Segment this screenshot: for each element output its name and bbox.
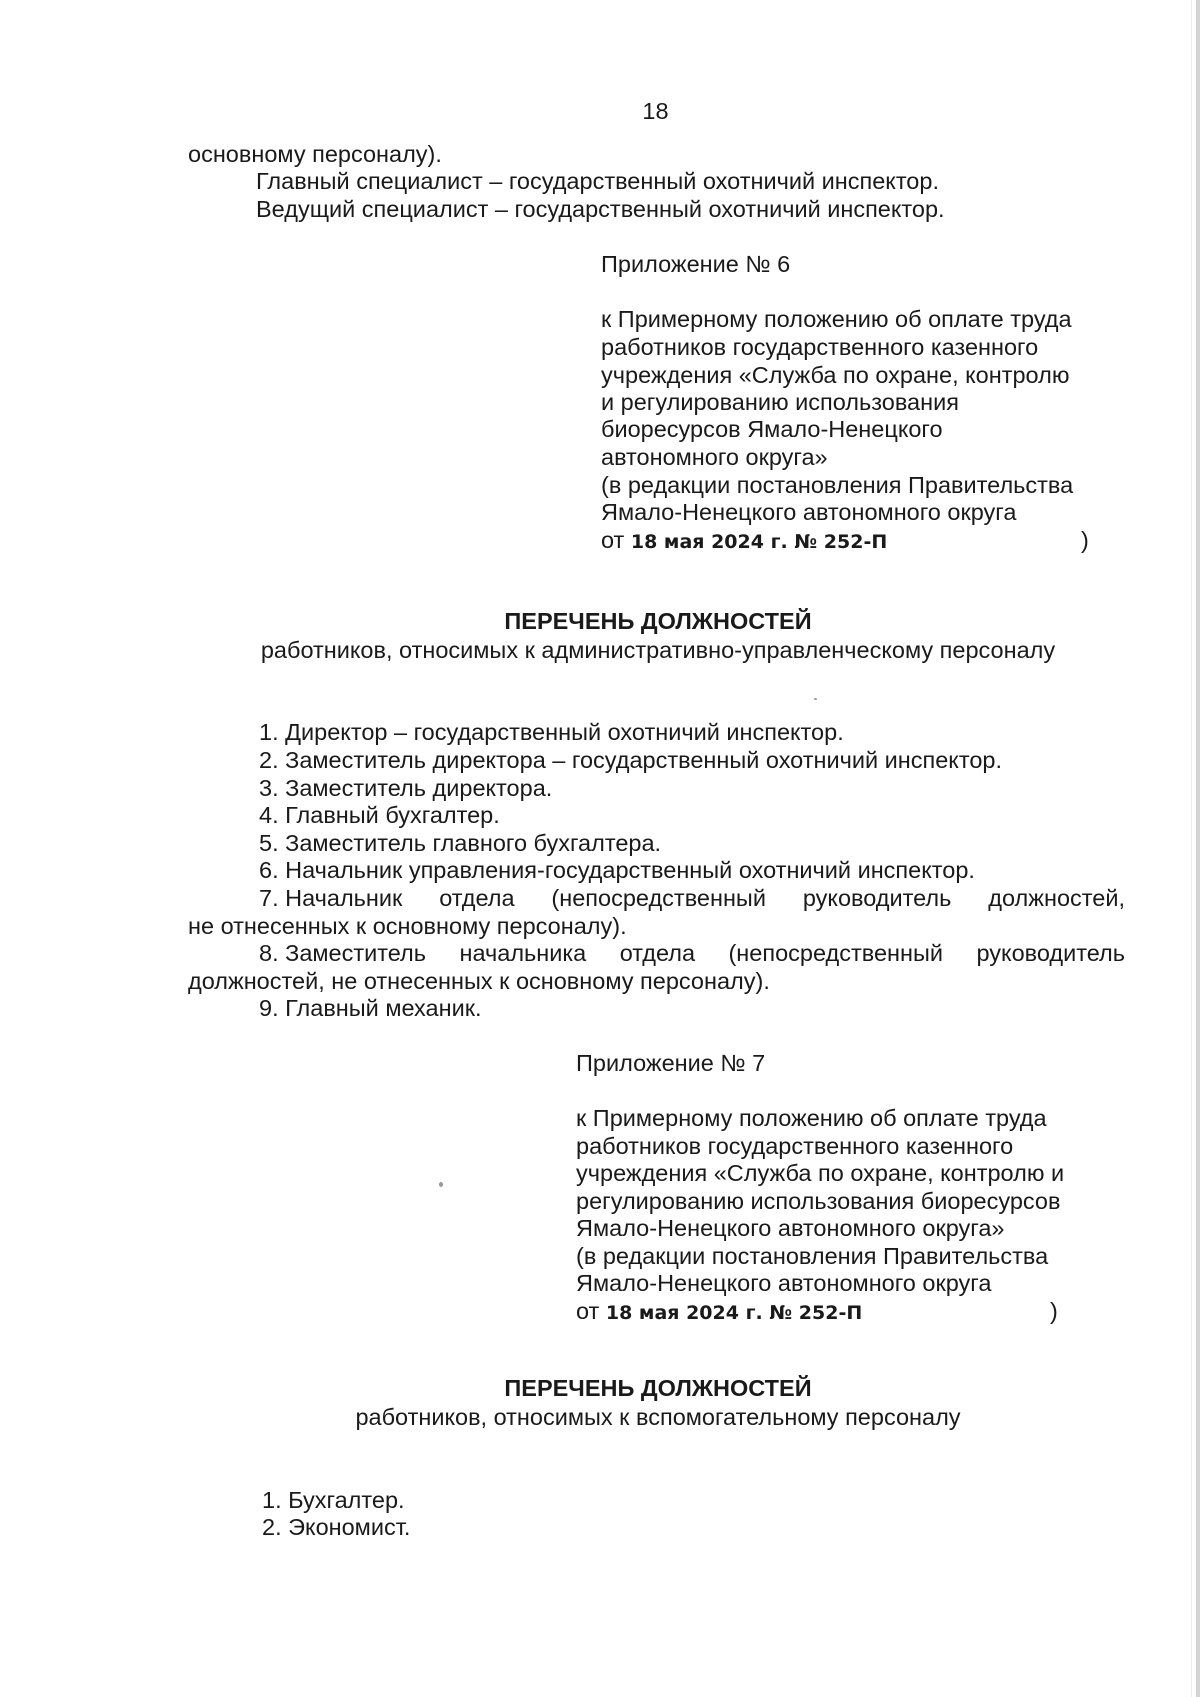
list-item: 2. Заместитель директора – государственный охотничий инспектор.: [259, 747, 1002, 773]
list-subtitle: работников, относимых к вспомогательному персоналу: [355, 1404, 961, 1430]
list-item: 6. Начальник управления-государственный охотничий инспектор.: [259, 857, 975, 883]
page-number: 18: [642, 98, 669, 124]
item-word: начальника: [459, 940, 587, 966]
appendix-line: к Примерному положению об оплате труда: [601, 306, 1072, 332]
item-word: отдела: [619, 940, 696, 966]
scan-speck: [439, 1182, 443, 1187]
item-word: руководитель: [802, 885, 952, 911]
list-item: 5. Заместитель главного бухгалтера.: [259, 830, 662, 856]
appendix-line: работников государственного казенного: [601, 334, 1039, 360]
list-item: 2. Экономист.: [262, 1514, 411, 1540]
list-item: 4. Главный бухгалтер.: [259, 802, 500, 828]
item-word: 7. Начальник: [259, 885, 403, 911]
body-line: основному персоналу).: [188, 141, 442, 167]
list-item-7: [259, 884, 1125, 912]
item-word: руководитель: [976, 940, 1125, 966]
appendix-line: работников государственного казенного: [576, 1133, 1014, 1159]
appendix-line: (в редакции постановления Правительства: [601, 472, 1074, 498]
list-item: 1. Бухгалтер.: [262, 1487, 405, 1513]
page-edge-shadow: [1191, 0, 1192, 1697]
appendix-heading: Приложение № 6: [601, 251, 791, 277]
appendix-line: регулированию использования биоресурсов: [576, 1188, 1061, 1214]
list-item-cont: не отнесенных к основному персоналу).: [188, 913, 627, 939]
appendix-line: Ямало-Ненецкого автономного округа: [576, 1270, 992, 1296]
list-subtitle: работников, относимых к административно-управленческому персоналу: [260, 637, 1056, 663]
appendix-heading: Приложение № 7: [576, 1050, 766, 1076]
appendix-line: биоресурсов Ямало-Ненецкого: [601, 416, 943, 442]
body-line: Ведущий специалист – государственный охотничий инспектор.: [256, 196, 945, 222]
item-word: должностей,: [988, 885, 1125, 911]
body-line: Главный специалист – государственный охотничий инспектор.: [256, 168, 939, 194]
list-item: 3. Заместитель директора.: [259, 775, 553, 801]
date-close: ): [1081, 527, 1089, 553]
item-word: (непосредственный: [551, 885, 766, 911]
appendix-line: Ямало-Ненецкого автономного округа: [601, 499, 1017, 525]
date-value: 18 мая 2024 г. № 252-П: [630, 531, 888, 553]
appendix-date: [576, 1297, 862, 1327]
list-title: ПЕРЕЧЕНЬ ДОЛЖНОСТЕЙ: [504, 1375, 812, 1401]
list-item-cont: должностей, не отнесенных к основному персоналу).: [188, 968, 770, 994]
appendix-date: [601, 526, 887, 556]
date-prefix: от: [576, 1298, 600, 1324]
list-item: 9. Главный механик.: [259, 995, 482, 1021]
list-item: 1. Директор – государственный охотничий инспектор.: [259, 719, 844, 745]
item-word: (непосредственный: [728, 940, 944, 966]
item-word: отдела: [439, 885, 515, 911]
appendix-line: учреждения «Служба по охране, контролю и: [576, 1160, 1065, 1186]
page-edge: [1196, 0, 1200, 1697]
list-item-8: [259, 939, 1125, 967]
appendix-line: учреждения «Служба по охране, контролю: [601, 362, 1070, 388]
appendix-line: и регулированию использования: [601, 389, 959, 415]
date-value: 18 мая 2024 г. № 252-П: [605, 1302, 863, 1324]
scan-speck: [814, 698, 817, 700]
date-prefix: от: [601, 527, 625, 553]
appendix-line: (в редакции постановления Правительства: [576, 1243, 1049, 1269]
appendix-line: автономного округа»: [601, 444, 828, 470]
date-close: ): [1050, 1298, 1058, 1324]
item-word: 8. Заместитель: [259, 940, 427, 966]
appendix-line: к Примерному положению об оплате труда: [576, 1105, 1047, 1131]
appendix-line: Ямало-Ненецкого автономного округа»: [576, 1215, 1005, 1241]
list-title: ПЕРЕЧЕНЬ ДОЛЖНОСТЕЙ: [504, 608, 812, 634]
